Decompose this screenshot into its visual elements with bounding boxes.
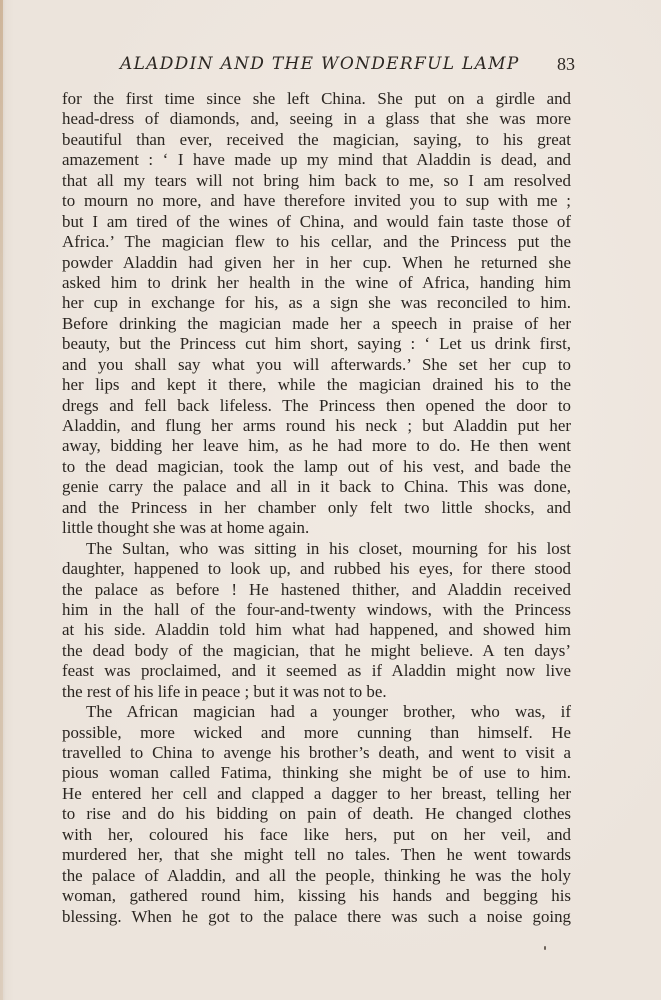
paper-speck (544, 946, 546, 950)
text-line: and you shall say what you will afterwards.’ She set her cup to (62, 354, 571, 374)
text-line: The Sultan, who was sitting in his closet, mourning for his lost (86, 538, 571, 558)
text-line: pious woman called Fatima, thinking she might be of use to him. (62, 763, 571, 783)
text-line: dregs and fell back lifeless. The Princess then opened the door to (62, 395, 571, 415)
text-line: away, bidding her leave him, as he had more to do. He then went (62, 436, 571, 456)
text-line: and the Princess in her chamber only felt two little shocks, and (62, 497, 571, 517)
text-line: to the dead magician, took the lamp out of his vest, and bade the (62, 456, 571, 476)
text-line: the palace as before ! He hastened thither, and Aladdin received (62, 579, 571, 599)
text-line: blessing. When he got to the palace there was such a noise going (62, 906, 571, 926)
text-line: to rise and do his bidding on pain of death. He changed clothes (62, 804, 571, 824)
text-line: woman, gathered round him, kissing his hands and begging his (62, 886, 571, 906)
text-line: that all my tears will not bring him back to me, so I am resolved (62, 170, 571, 190)
text-line: He entered her cell and clapped a dagger to her breast, telling her (62, 783, 571, 803)
text-line: but I am tired of the wines of China, and would fain taste those of (62, 211, 571, 231)
text-line: powder Aladdin had given her in her cup. When he returned she (62, 252, 571, 272)
text-line: the palace of Aladdin, and all the people, thinking he was the holy (62, 865, 571, 885)
text-line: her lips and kept it there, while the magician drained his to the (62, 375, 571, 395)
text-line: feast was proclaimed, and it seemed as if Aladdin might now live (62, 661, 571, 681)
text-line: the dead body of the magician, that he might believe. A ten days’ (62, 640, 571, 660)
page-number: 83 (557, 54, 575, 74)
text-line: Aladdin, and flung her arms round his neck ; but Aladdin put her (62, 416, 571, 435)
text-line: beautiful than ever, received the magician, saying, to his great (62, 129, 571, 149)
text-line: him in the hall of the four-and-twenty windows, with the Princess (62, 599, 571, 619)
text-line: travelled to China to avenge his brother’s death, and went to visit a (62, 743, 571, 762)
text-line: amazement : ‘ I have made up my mind that Aladdin is dead, and (62, 150, 571, 170)
text-line: The African magician had a younger brother, who was, if (86, 702, 571, 722)
text-line: Africa.’ The magician flew to his cellar, and the Princess put the (62, 232, 571, 252)
text-line: asked him to drink her health in the wine of Africa, handing him (62, 272, 571, 292)
page-header (120, 54, 575, 78)
body-text (62, 89, 571, 927)
text-line: little thought she was at home again. (62, 518, 310, 538)
text-line: genie carry the palace and all in it back to China. This was done, (62, 477, 571, 497)
text-line: to mourn no more, and have therefore invited you to sup with me ; (62, 191, 571, 211)
text-line: Before drinking the magician made her a speech in praise of her (62, 313, 571, 333)
text-line: at his side. Aladdin told him what had happened, and showed him (62, 620, 571, 640)
text-line: possible, more wicked and more cunning than himself. He (62, 722, 571, 742)
text-line: murdered her, that she might tell no tales. Then he went towards (62, 845, 571, 865)
text-line: the rest of his life in peace ; but it was not to be. (62, 681, 387, 701)
text-line: with her, coloured his face like hers, put on her veil, and (62, 824, 571, 844)
text-line: head-dress of diamonds, and, seeing in a glass that she was more (62, 109, 571, 129)
text-line: daughter, happened to look up, and rubbed his eyes, for there stood (62, 559, 571, 579)
page-edge-stain (0, 0, 3, 1000)
text-line: her cup in exchange for his, as a sign she was reconciled to him. (62, 293, 571, 313)
text-line: beauty, but the Princess cut him short, saying : ‘ Let us drink first, (62, 334, 571, 354)
text-line: for the first time since she left China. She put on a girdle and (62, 89, 571, 108)
running-title: ALADDIN AND THE WONDERFUL LAMP (120, 54, 520, 74)
